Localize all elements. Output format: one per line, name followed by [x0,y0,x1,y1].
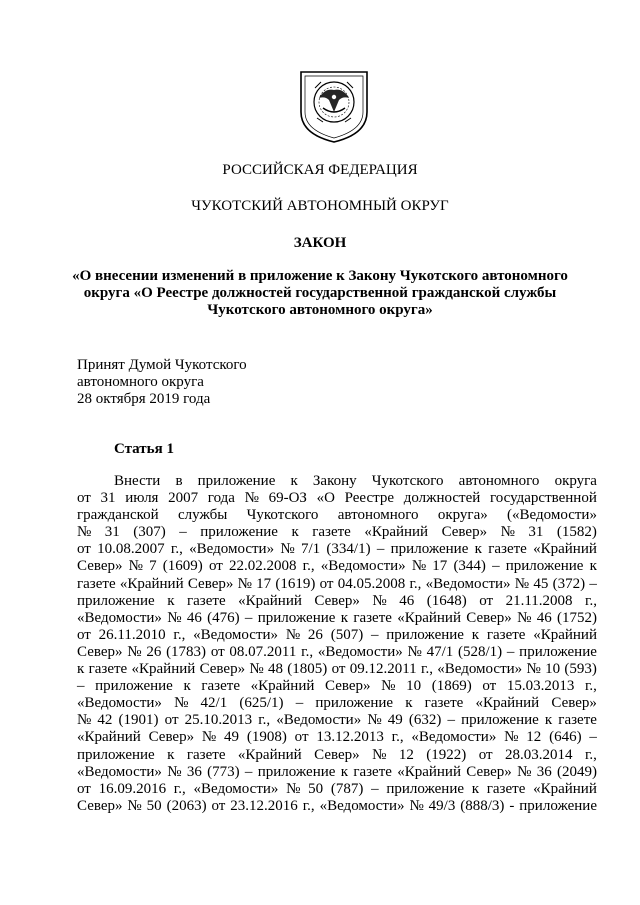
body-line: – приложение к газете «Крайний Север» № 10 (1869) от 15.03.2013 г., [77,678,597,695]
body-line: от 10.08.2007 г., «Ведомости» № 7/1 (334/1) – приложение к газете «Крайний [77,541,597,558]
law-title [0,268,640,319]
body-line: гражданской службы Чукотского автономного округа» («Ведомости» [77,507,597,524]
adoption-line: автономного округа [77,374,204,390]
body-line: от 31 июля 2007 года № 69-ОЗ «О Реестре должностей государственной [77,490,597,507]
body-line: № 42 (1901) от 25.10.2013 г., «Ведомости» № 49 (632) – приложение к газете [77,712,597,729]
body-line: Север» № 26 (1783) от 08.07.2011 г., «Ведомости» № 47/1 (528/1) – приложение [77,643,597,660]
adoption-date: 28 октября 2019 года [77,391,211,407]
body-line: Север» № 7 (1609) от 22.02.2008 г., «Ведомости» № 17 (344) – приложение к [77,558,597,575]
body-line: Внести в приложение к Закону Чукотского автономного округа [114,473,597,489]
body-line: № 31 (307) – приложение к газете «Крайний Север» № 31 (1582) [77,524,597,541]
document-type-heading: ЗАКОН [293,235,347,251]
country-heading: РОССИЙСКАЯ ФЕДЕРАЦИЯ [222,162,418,178]
body-line: газете «Крайний Север» № 17 (1619) от 04.05.2008 г., «Ведомости» № 45 (372) – [77,575,597,592]
adoption-line: Принят Думой Чукотского [77,357,247,373]
adoption-block [77,357,247,408]
body-line: от 16.09.2016 г., «Ведомости» № 50 (787) – приложение к газете «Крайний [77,780,597,797]
law-title-line: Чукотского автономного округа» [207,302,433,318]
body-line: «Крайний Север» № 49 (1908) от 13.12.2013 г., «Ведомости» № 12 (646) – [77,729,597,746]
law-title-line: «О внесении изменений в приложение к Закону Чукотского автономного [72,268,568,284]
body-line: «Ведомости» № 36 (773) – приложение к газете «Крайний Север» № 36 (2049) [77,763,597,780]
body-line: от 26.11.2010 г., «Ведомости» № 26 (507) – приложение к газете «Крайний [77,626,597,643]
region-heading: ЧУКОТСКИЙ АВТОНОМНЫЙ ОКРУГ [191,198,449,214]
body-line: Север» № 50 (2063) от 23.12.2016 г., «Ведомости» № 49/3 (888/3) - приложение [77,797,597,814]
law-title-line: округа «О Реестре должностей государственной гражданской службы [83,285,557,301]
body-line: «Ведомости» № 46 (476) – приложение к газете «Крайний Север» № 46 (1752) [77,609,597,626]
body-line: приложение к газете «Крайний Север» № 12 (1922) от 28.03.2014 г., [77,746,597,763]
body-line: к газете «Крайний Север» № 48 (1805) от 09.12.2011 г., «Ведомости» № 10 (593) [77,661,597,678]
article-heading: Статья 1 [114,441,174,457]
coat-of-arms-icon [297,68,371,144]
article-body [77,473,597,815]
body-line: «Ведомости» № 42/1 (625/1) – приложение к газете «Крайний Север» [77,695,597,712]
body-line: приложение к газете «Крайний Север» № 46 (1648) от 21.11.2008 г., [77,592,597,609]
